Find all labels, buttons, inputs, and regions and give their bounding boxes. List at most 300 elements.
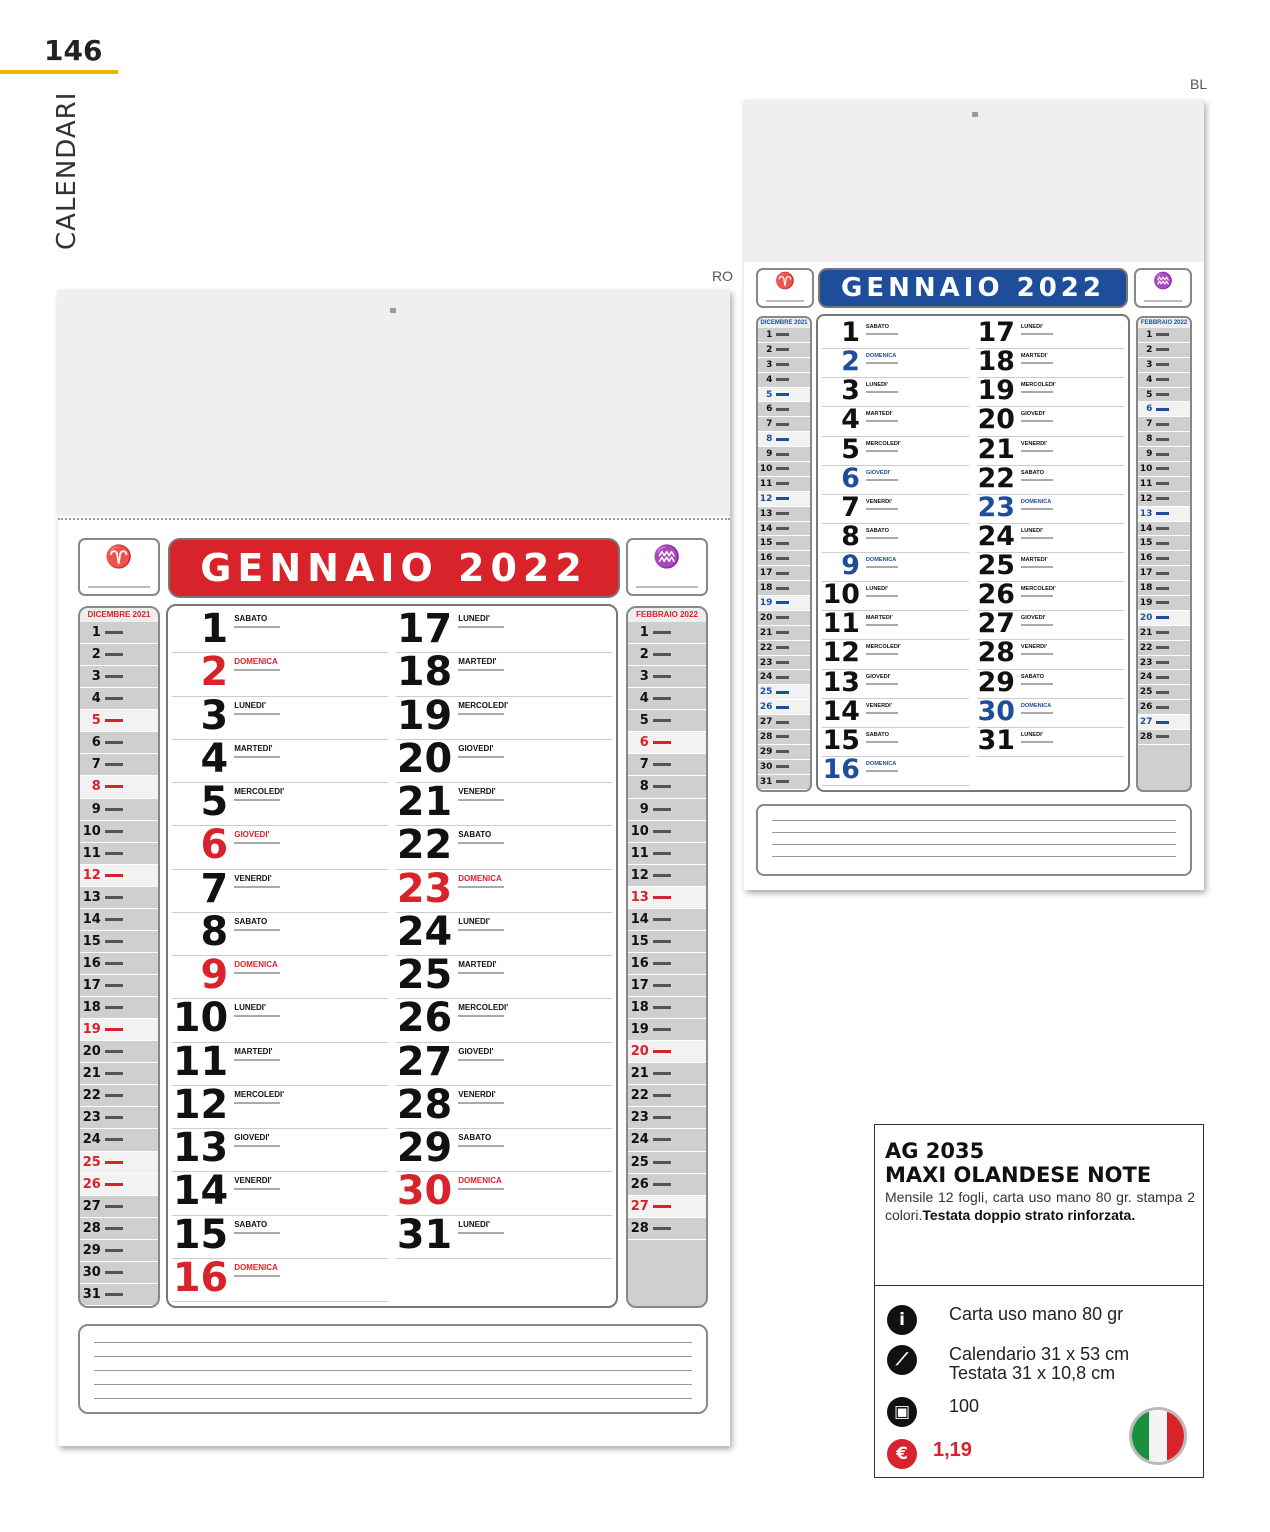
- mini-day: 13: [1138, 507, 1190, 522]
- mini-day: 28: [1138, 730, 1190, 745]
- mini-day: 10: [1138, 462, 1190, 477]
- mini-day: 15: [758, 536, 810, 551]
- mini-day: 17: [758, 566, 810, 581]
- weekday-name: SABATO: [1020, 469, 1044, 476]
- calendar-day: [172, 1081, 388, 1129]
- mini-day: 30: [758, 760, 810, 775]
- previous-month-column: [756, 316, 812, 792]
- next-month-column: [626, 606, 708, 1308]
- mini-day: 14: [80, 909, 158, 931]
- size-icon: ⟋: [887, 1345, 917, 1375]
- mini-day: 25: [1138, 685, 1190, 700]
- weekday-name: GIOVEDI': [865, 673, 891, 680]
- mini-day: 4: [628, 688, 706, 710]
- spec-size: ⟋ Calendario 31 x 53 cm Testata 31 x 10,8 cm: [887, 1345, 1129, 1383]
- mini-day: 18: [80, 997, 158, 1019]
- calendar-day: [172, 606, 388, 653]
- mini-day: 17: [1138, 566, 1190, 581]
- day-number: 7: [200, 865, 229, 912]
- calendar-day: [396, 865, 612, 913]
- mini-day: 9: [628, 799, 706, 821]
- weekday-name: MARTEDI': [865, 411, 893, 418]
- weekday-name: SABATO: [865, 324, 889, 330]
- mini-day: 29: [80, 1240, 158, 1262]
- day-number: 19: [396, 692, 453, 739]
- mini-day: 4: [758, 373, 810, 388]
- calendar-day: [396, 995, 612, 1042]
- day-number: 24: [396, 908, 453, 955]
- mini-day: 26: [758, 700, 810, 715]
- mini-day: 23: [628, 1107, 706, 1129]
- calendar-day: [172, 952, 388, 999]
- weekday-name: LUNEDI': [458, 916, 490, 926]
- weekday-name: LUNEDI': [1020, 527, 1044, 534]
- mini-day: 23: [80, 1107, 158, 1129]
- weekday-name: GIOVEDI': [865, 469, 891, 476]
- calendar-day: [396, 649, 612, 696]
- mini-day: 21: [628, 1063, 706, 1085]
- weekday-name: LUNEDI': [234, 700, 266, 710]
- weekday-name: MERCOLEDI': [1020, 586, 1056, 593]
- mini-day: 17: [80, 975, 158, 997]
- calendar-day: [172, 1038, 388, 1086]
- weekday-name: MERCOLEDI': [1020, 382, 1056, 389]
- weekday-name: MERCOLEDI': [865, 440, 901, 447]
- mini-day: 22: [628, 1085, 706, 1107]
- calendar-blue: [744, 100, 1204, 890]
- weekday-name: DOMENICA: [865, 760, 897, 767]
- zodiac-logo-right: ♒: [1134, 268, 1192, 308]
- mini-day: 12: [80, 865, 158, 887]
- day-number: 24: [977, 520, 1015, 552]
- calendar-red: [58, 290, 730, 1446]
- mini-day: 2: [758, 343, 810, 358]
- mini-day: 23: [1138, 656, 1190, 671]
- day-number: 23: [977, 491, 1015, 523]
- mini-day: 14: [1138, 522, 1190, 537]
- zodiac-logo-left: ♈: [756, 268, 814, 308]
- calendar-day: [822, 695, 969, 728]
- calendar-day: [977, 491, 1124, 524]
- mini-day: 31: [80, 1284, 158, 1306]
- weekday-name: MARTEDI': [458, 960, 497, 969]
- mini-day: 7: [80, 754, 158, 776]
- calendar-day: [172, 649, 388, 696]
- euro-icon: €: [887, 1439, 917, 1469]
- calendar-day: [822, 637, 969, 669]
- italy-flag-icon: [1129, 1407, 1187, 1465]
- weekday-name: VENERDI': [865, 702, 893, 709]
- mini-day: 15: [628, 931, 706, 953]
- mini-day: 16: [758, 551, 810, 566]
- day-number: 26: [396, 995, 453, 1042]
- day-number: 14: [172, 1168, 229, 1215]
- mini-day: 9: [80, 799, 158, 821]
- mini-day: 6: [628, 732, 706, 754]
- weekday-name: SABATO: [1020, 673, 1044, 680]
- product-description: Mensile 12 fogli, carta uso mano 80 gr. stampa 2 colori.Testata doppio strato rinforzata.: [885, 1189, 1195, 1223]
- day-number: 14: [822, 695, 860, 727]
- calendar-day: [977, 666, 1124, 699]
- section-label: CALENDARI: [52, 91, 82, 250]
- mini-day: 25: [628, 1152, 706, 1174]
- mini-day: 20: [1138, 611, 1190, 626]
- weekday-name: MERCOLEDI': [458, 700, 509, 710]
- day-number: 29: [977, 666, 1015, 698]
- weekday-name: VENERDI': [458, 1089, 496, 1099]
- perforation-line: [58, 518, 730, 520]
- day-number: 21: [396, 779, 453, 825]
- month-day-grid: [166, 604, 618, 1308]
- day-number: 1: [200, 606, 229, 652]
- mini-day: 9: [758, 447, 810, 462]
- calendar-day: [396, 822, 612, 869]
- previous-month-column: [78, 606, 160, 1308]
- mini-day: 15: [1138, 536, 1190, 551]
- day-number: 22: [977, 462, 1015, 494]
- next-month-name: FEBBRAIO 2022: [628, 608, 706, 622]
- mini-day: 22: [80, 1085, 158, 1107]
- mini-day: 1: [1138, 328, 1190, 343]
- day-number: 8: [841, 520, 860, 552]
- weekday-name: LUNEDI': [1020, 324, 1044, 330]
- mini-day: 12: [758, 492, 810, 507]
- mini-day: 25: [80, 1152, 158, 1174]
- calendar-day: [977, 608, 1124, 640]
- day-number: 3: [200, 692, 229, 739]
- month-title: GENNAIO 2022: [168, 538, 620, 598]
- day-number: 17: [396, 606, 453, 652]
- weekday-name: VENERDI': [234, 873, 272, 883]
- mini-day: 29: [758, 745, 810, 760]
- weekday-name: MERCOLEDI': [234, 787, 285, 796]
- calendar-day: [822, 520, 969, 553]
- calendar-day: [172, 908, 388, 956]
- mini-day: 3: [1138, 358, 1190, 373]
- calendar-header-pad: [744, 100, 1204, 262]
- day-number: 15: [172, 1211, 229, 1258]
- mini-day: 23: [758, 656, 810, 671]
- calendar-day: [977, 579, 1124, 611]
- calendar-day: [172, 1211, 388, 1259]
- mini-day: 4: [1138, 373, 1190, 388]
- weekday-name: VENERDI': [1020, 644, 1048, 651]
- calendar-day: [822, 375, 969, 407]
- calendar-day: [396, 1081, 612, 1129]
- mini-day: 18: [628, 997, 706, 1019]
- mini-day: 7: [758, 417, 810, 432]
- mini-day: 15: [80, 931, 158, 953]
- day-number: 28: [396, 1081, 453, 1128]
- day-number: 21: [977, 433, 1015, 465]
- day-number: 11: [822, 608, 860, 640]
- mini-day: 21: [758, 626, 810, 641]
- spec-paper: i Carta uso mano 80 gr: [887, 1305, 1123, 1335]
- weekday-name: VENERDI': [234, 1176, 272, 1186]
- mini-day: 19: [1138, 596, 1190, 611]
- mini-day: 17: [628, 975, 706, 997]
- mini-day: 16: [628, 953, 706, 975]
- product-price: 1,19: [933, 1439, 972, 1461]
- mini-day: 6: [80, 732, 158, 754]
- calendar-day: [977, 433, 1124, 466]
- mini-day: 28: [628, 1218, 706, 1240]
- calendar-day: [822, 317, 969, 349]
- calendar-day: [396, 952, 612, 999]
- day-number: 29: [396, 1125, 453, 1171]
- variant-code-blue: BL: [1190, 76, 1208, 92]
- day-number: 27: [396, 1038, 453, 1085]
- mini-day: 8: [758, 432, 810, 447]
- mini-day: 3: [758, 358, 810, 373]
- calendar-day: [977, 550, 1124, 582]
- day-number: 20: [977, 404, 1015, 436]
- day-number: 9: [841, 550, 860, 581]
- product-description-bold: Testata doppio strato rinforzata.: [922, 1206, 1136, 1223]
- previous-month-name: DICEMBRE 2021: [80, 608, 158, 622]
- weekday-name: MARTEDI': [234, 1046, 273, 1056]
- weekday-name: SABATO: [234, 614, 268, 623]
- weekday-name: MARTEDI': [865, 615, 893, 622]
- weekday-name: MERCOLEDI': [458, 1003, 509, 1013]
- mini-day: 8: [1138, 432, 1190, 447]
- mini-day: 6: [1138, 402, 1190, 417]
- day-number: 10: [822, 579, 860, 611]
- day-number: 31: [977, 724, 1015, 756]
- mini-day: 5: [628, 710, 706, 732]
- weekday-name: GIOVEDI': [1020, 615, 1046, 622]
- calendar-day: [396, 1038, 612, 1086]
- mini-day: 5: [758, 388, 810, 403]
- calendar-day: [396, 908, 612, 956]
- day-number: 18: [977, 346, 1015, 378]
- mini-day: 10: [628, 821, 706, 843]
- weekday-name: LUNEDI': [1020, 731, 1044, 738]
- calendar-day: [396, 779, 612, 826]
- mini-day: 24: [628, 1129, 706, 1151]
- mini-day: 27: [1138, 715, 1190, 730]
- day-number: 4: [841, 404, 860, 436]
- calendar-day: [172, 779, 388, 826]
- mini-day: 21: [1138, 626, 1190, 641]
- product-name: MAXI OLANDESE NOTE: [885, 1163, 1152, 1187]
- mini-day: 31: [758, 775, 810, 790]
- mini-day: 10: [80, 821, 158, 843]
- weekday-name: SABATO: [458, 1133, 492, 1142]
- calendar-day: [977, 637, 1124, 669]
- calendar-day: [822, 666, 969, 699]
- weekday-name: GIOVEDI': [458, 1046, 494, 1056]
- calendar-day: [822, 550, 969, 582]
- calendar-day: [172, 865, 388, 913]
- mini-day: 7: [1138, 417, 1190, 432]
- mini-day: 1: [628, 622, 706, 644]
- hanger-hole: [972, 112, 978, 117]
- calendar-day: [977, 695, 1124, 728]
- mini-day: 13: [80, 887, 158, 909]
- day-number: 2: [200, 649, 229, 696]
- calendar-day: [172, 735, 388, 783]
- weekday-name: VENERDI': [1020, 440, 1048, 447]
- day-number: 12: [172, 1081, 229, 1128]
- mini-day: 1: [80, 622, 158, 644]
- notes-box: [78, 1324, 708, 1414]
- calendar-day: [822, 462, 969, 495]
- page-rule: [0, 70, 118, 74]
- day-number: 30: [977, 695, 1015, 727]
- weekday-name: MERCOLEDI': [234, 1089, 285, 1099]
- day-number: 22: [396, 822, 453, 869]
- weekday-name: GIOVEDI': [1020, 411, 1046, 418]
- weekday-name: DOMENICA: [234, 960, 278, 969]
- mini-day: 14: [758, 522, 810, 537]
- day-number: 5: [841, 433, 860, 465]
- mini-day: 22: [758, 641, 810, 656]
- weekday-name: LUNEDI': [865, 382, 889, 389]
- box-icon: ▣: [887, 1397, 917, 1427]
- calendar-day: [977, 346, 1124, 378]
- mini-day: 18: [1138, 581, 1190, 596]
- day-number: 11: [172, 1038, 229, 1085]
- calendar-day: [396, 606, 612, 653]
- day-number: 27: [977, 608, 1015, 640]
- calendar-day: [172, 822, 388, 869]
- mini-day: 26: [1138, 700, 1190, 715]
- divider: [875, 1285, 1203, 1286]
- mini-day: 11: [1138, 477, 1190, 492]
- day-number: 20: [396, 735, 453, 782]
- weekday-name: MARTEDI': [234, 743, 273, 753]
- calendar-day: [822, 724, 969, 757]
- next-month-column: [1136, 316, 1192, 792]
- mini-day: 2: [628, 644, 706, 666]
- month-title: GENNAIO 2022: [818, 268, 1128, 308]
- weekday-name: SABATO: [234, 916, 268, 926]
- day-number: 3: [841, 375, 860, 407]
- mini-day: 5: [1138, 388, 1190, 403]
- mini-day: 19: [628, 1019, 706, 1041]
- weekday-name: GIOVEDI': [458, 743, 494, 753]
- calendar-day: [822, 346, 969, 378]
- hanger-hole: [390, 308, 396, 313]
- mini-day: 11: [628, 843, 706, 865]
- day-number: 5: [200, 779, 229, 825]
- mini-day: 16: [80, 953, 158, 975]
- mini-day: 24: [1138, 670, 1190, 685]
- variant-code-red: RO: [712, 268, 733, 284]
- previous-month-name: DICEMBRE 2021: [758, 318, 810, 328]
- calendar-day: [822, 404, 969, 436]
- day-number: 12: [822, 637, 860, 669]
- weekday-name: LUNEDI': [458, 1219, 490, 1229]
- day-number: 7: [841, 491, 860, 523]
- mini-day: 11: [80, 843, 158, 865]
- weekday-name: DOMENICA: [458, 873, 502, 883]
- calendar-day: [822, 753, 969, 786]
- mini-day: 13: [628, 887, 706, 909]
- day-number: 4: [200, 735, 229, 782]
- mini-day: 16: [1138, 551, 1190, 566]
- day-number: 13: [172, 1125, 229, 1171]
- weekday-name: LUNEDI': [234, 1003, 266, 1013]
- mini-day: 2: [1138, 343, 1190, 358]
- product-info-box: [874, 1124, 1204, 1478]
- mini-day: 14: [628, 909, 706, 931]
- calendar-day: [172, 995, 388, 1042]
- mini-day: 1: [758, 328, 810, 343]
- weekday-name: DOMENICA: [1020, 498, 1052, 505]
- mini-day: 13: [758, 507, 810, 522]
- calendar-day: [396, 735, 612, 783]
- calendar-day: [822, 608, 969, 640]
- mini-day: 27: [758, 715, 810, 730]
- spec-quantity: ▣ 100: [887, 1397, 979, 1427]
- mini-day: 26: [628, 1174, 706, 1196]
- calendar-day: [977, 375, 1124, 407]
- weekday-name: SABATO: [234, 1219, 268, 1229]
- mini-day: 4: [80, 688, 158, 710]
- calendar-day: [172, 1168, 388, 1215]
- calendar-day: [172, 1125, 388, 1172]
- calendar-day: [172, 692, 388, 740]
- calendar-day: [977, 724, 1124, 757]
- weekday-name: DOMENICA: [234, 657, 278, 667]
- mini-day: 2: [80, 644, 158, 666]
- notes-box: [756, 804, 1192, 876]
- weekday-name: MARTEDI': [1020, 353, 1048, 360]
- weekday-name: DOMENICA: [234, 1262, 278, 1272]
- calendar-day: [396, 1211, 612, 1259]
- mini-day: 8: [628, 776, 706, 798]
- mini-day: 11: [758, 477, 810, 492]
- day-number: 6: [200, 822, 229, 869]
- mini-day: 18: [758, 581, 810, 596]
- mini-day: 19: [758, 596, 810, 611]
- mini-day: 24: [80, 1129, 158, 1151]
- weekday-name: LUNEDI': [458, 614, 490, 623]
- calendar-day: [977, 317, 1124, 349]
- weekday-name: DOMENICA: [865, 557, 897, 563]
- day-number: 25: [396, 952, 453, 998]
- day-number: 30: [396, 1168, 453, 1215]
- zodiac-logo-right: ♒: [626, 538, 708, 596]
- zodiac-logo-left: ♈: [78, 538, 160, 596]
- mini-day: 22: [1138, 641, 1190, 656]
- day-number: 15: [822, 724, 860, 756]
- weekday-name: MARTEDI': [458, 657, 497, 667]
- day-number: 9: [200, 952, 229, 998]
- weekday-name: DOMENICA: [1020, 702, 1052, 709]
- mini-day: 12: [628, 865, 706, 887]
- mini-day: 10: [758, 462, 810, 477]
- next-month-name: FEBBRAIO 2022: [1138, 318, 1190, 328]
- weekday-name: VENERDI': [458, 787, 496, 796]
- mini-day: 12: [1138, 492, 1190, 507]
- day-number: 25: [977, 550, 1015, 581]
- day-number: 16: [822, 753, 860, 785]
- weekday-name: VENERDI': [865, 498, 893, 505]
- mini-day: 28: [758, 730, 810, 745]
- day-number: 23: [396, 865, 453, 912]
- weekday-name: DOMENICA: [865, 353, 897, 360]
- calendar-day: [977, 404, 1124, 436]
- page-number: 146: [44, 34, 103, 67]
- day-number: 17: [977, 317, 1015, 348]
- mini-day: 28: [80, 1218, 158, 1240]
- info-icon: i: [887, 1305, 917, 1335]
- weekday-name: MERCOLEDI': [865, 644, 901, 651]
- day-number: 18: [396, 649, 453, 696]
